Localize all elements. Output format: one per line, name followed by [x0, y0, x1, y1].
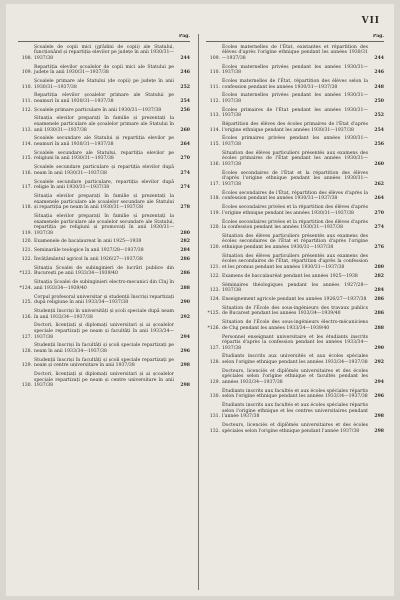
toc-entry [206, 403, 384, 420]
entry-number: 117. [209, 181, 220, 187]
entry-title: Școalele secundare particulare și repartiția elevilor după neam în anii 1930/31—1937/38 [34, 165, 174, 176]
entry-title: Docteurs, licenciés et diplômés universitaires et des écoles spéciales selon l'origine ethnique pendant l'année 1937/38 [222, 423, 368, 434]
entry-title: Studenții înscriși în universități și școli speciale după neam în anii 1933/34—1937/38 [34, 308, 174, 320]
entry-page-number: 282 [180, 239, 190, 245]
entry-number: 125. [21, 300, 32, 306]
page-number: VII [361, 16, 380, 26]
entry-number: 128. [21, 348, 32, 354]
entry-page-number: 282 [374, 273, 384, 279]
toc-entry-list [18, 45, 190, 389]
column-divider [198, 34, 199, 590]
entry-page-number: 256 [374, 142, 384, 148]
entry-page-number: 244 [180, 55, 190, 61]
entry-number: 114. [209, 127, 220, 133]
entry-page-number: 298 [180, 383, 190, 389]
toc-entry [206, 335, 384, 352]
toc-entry [206, 254, 384, 271]
entry-page-number: 246 [180, 70, 190, 76]
entry-number: 108. [21, 55, 32, 61]
entry-title: Școalele primare particulare în anii 1930/31—1937/38 [34, 107, 162, 113]
entry-title: Docteurs, licenciés et diplômés universitaires et des écoles spéciales selon l'origine ethnique et facultés pendant les années 1933/34—1937/38 [222, 368, 368, 386]
toc-entry [206, 274, 384, 280]
entry-page-number: 260 [180, 127, 190, 133]
entry-number: 112. [21, 107, 32, 113]
entry-number: *126. [207, 325, 220, 331]
toc-entry [206, 122, 384, 133]
entry-page-number: 264 [374, 196, 384, 202]
page-column-header: Pag. [206, 34, 384, 42]
entry-number: 132. [209, 428, 220, 434]
entry-title: Écoles secondaires privées et la répartition des élèves d'après la confession pendant les années 1930/31—1937/38 [222, 219, 368, 231]
entry-number: 119. [21, 230, 32, 236]
entry-title: Situation de l'École des sous-ingénieurs électro-mécaniciens de Cluj pendant les années 1933/34—1939/40 [222, 320, 368, 331]
entry-page-number: 256 [180, 107, 190, 113]
entry-number: 122. [209, 273, 220, 279]
entry-title: Écoles maternelles privées pendant les années 1930/31—1937/38 [222, 64, 368, 76]
toc-entry [18, 79, 190, 90]
entry-number: 121. [209, 265, 220, 271]
entry-title: Écoles primaires privées pendant les années 1930/31—1937/38 [222, 136, 368, 148]
entry-title: Doctori, licențiați și diplomați universitari și ai școalelor speciale repartizați pe neam și facultăți în anii 1933/34—1937/38 [34, 323, 174, 340]
toc-entry [206, 108, 384, 119]
toc-entry [18, 343, 190, 354]
entry-page-number: 250 [374, 98, 384, 104]
entry-number: 123. [209, 288, 220, 294]
entry-number: 111. [209, 84, 220, 90]
entry-number: 119. [209, 210, 220, 216]
toc-column-romanian [18, 34, 190, 592]
entry-page-number: 286 [374, 311, 384, 317]
entry-page-number: 292 [180, 314, 190, 320]
entry-number: 110. [21, 84, 32, 90]
entry-page-number: 294 [180, 334, 190, 340]
entry-number: 122. [21, 257, 32, 263]
toc-entry [18, 108, 190, 114]
entry-number: 131. [209, 414, 220, 420]
entry-page-number: 274 [374, 225, 384, 231]
entry-number: 115. [209, 142, 220, 148]
entry-page-number: 298 [374, 428, 384, 434]
entry-number: 110. [209, 70, 220, 76]
entry-title: Enseignement agricole pendant les années 1926/27—1937/38 [222, 296, 367, 302]
toc-entry [206, 389, 384, 400]
toc-entry [206, 191, 384, 202]
entry-title: Studenții înscriși în facultăți și școli speciale repartizați pe neam și centre universitare în anii 1937/38 [34, 357, 174, 369]
entry-page-number: 298 [180, 363, 190, 369]
entry-number: 115. [21, 156, 32, 162]
toc-entry [18, 358, 190, 369]
toc-entry [18, 194, 190, 211]
entry-title: Corpul profesoral universitar și studenții înscriși repartizați după religiune în anii 1933/34—1937/38 [34, 294, 174, 306]
entry-page-number: 284 [374, 288, 384, 294]
entry-title: Situation des élèves particuliers présentés aux examens des écoles primaires de l'État pendant les années 1930/31—1937/38 [222, 150, 368, 167]
entry-page-number: 290 [374, 345, 384, 351]
entry-page-number: 260 [374, 162, 384, 167]
entry-title: Écoles secondaires de l'État et la répartition des élèves d'après l'origine ethnique pendant les années 1930/31—1937/38 [222, 170, 368, 187]
entry-page-number: 288 [180, 285, 190, 291]
toc-entry [18, 65, 190, 76]
entry-page-number: 262 [374, 181, 384, 187]
entry-number: 121. [21, 248, 32, 254]
entry-page-number: 274 [180, 185, 190, 191]
entry-number: 128. [209, 360, 220, 366]
entry-title: Étudiants inscrits aux facultés et aux écoles spéciales répartis selon l'origine ethnique pendant les années 1933/34—1937/38 [222, 388, 368, 400]
toc-entry [18, 257, 190, 263]
entry-page-number: 284 [180, 248, 190, 254]
entry-title: Școalele secundare ale Statului, repartiția elevilor pe religiuni în anii 1930/31—1937/38 [34, 150, 174, 162]
entry-number: 117. [21, 185, 32, 191]
toc-entry [206, 205, 384, 216]
entry-number: 120. [21, 239, 32, 245]
entry-page-number: 298 [374, 414, 384, 420]
entry-title: Situația elevilor preparați în familie și prezentați la examenele particulare ale școalelor primare ale Statului în anii 1930/31—1937/38 [34, 116, 174, 133]
toc-entry [206, 297, 384, 303]
entry-title: Examenele de bacalaureat în anii 1925—1938 [34, 239, 142, 245]
entry-page-number: 254 [180, 98, 190, 104]
toc-entry [18, 180, 190, 191]
toc-entry [18, 280, 190, 291]
entry-title: Écoles secondaires privées et la répartition des élèves d'après l'origine ethnique pendant les années 1930/31—1937/38 [222, 205, 368, 216]
entry-page-number: 290 [180, 300, 190, 306]
toc-entry [206, 369, 384, 386]
toc-entry [206, 79, 384, 90]
toc-entry [206, 354, 384, 365]
entry-title: Situation de l'École des sous-ingénieurs des travaux publics de Bucarest pendant les années 1933/34—1939/40 [222, 305, 368, 317]
entry-number: 126. [21, 314, 32, 320]
entry-title: Écoles secondaires de l'État, répartition des élèves d'après la confession pendant les années 1930/31—1937/38 [222, 190, 368, 202]
toc-column-french [206, 34, 384, 592]
toc-entry [206, 136, 384, 147]
entry-title: Étudiants inscrits aux facultés et aux écoles spéciales répartis selon l'origine ethnique et les centres universitaires pendant l'année 1937/38 [222, 403, 368, 420]
entry-page-number: 296 [180, 348, 190, 354]
toc-entry [206, 234, 384, 251]
entry-title: Séminaires théologiques pendant les années 1927/28—1937/38 [222, 282, 368, 294]
entry-title: Écoles maternelles de l'État, répartition des élèves selon la confession pendant les années 1930/31—1937/38 [222, 78, 368, 90]
entry-page-number: 244 [374, 55, 384, 61]
entry-number: 109. [209, 55, 220, 61]
entry-title: Școalele secundare particulare, repartiția elevilor după religie în anii 1930/31—1937/38 [34, 179, 174, 191]
entry-number: 112. [209, 98, 220, 104]
entry-title: Examens de baccalauréat pendant les années 1925—1938 [222, 273, 358, 279]
toc-entry [18, 323, 190, 340]
entry-page-number: 280 [180, 230, 190, 236]
entry-page-number: 294 [374, 380, 384, 386]
entry-number: 130. [21, 383, 32, 389]
toc-entry [18, 165, 190, 176]
entry-number: 124. [209, 296, 220, 302]
entry-number: *125. [207, 311, 220, 317]
entry-page-number: 276 [374, 245, 384, 251]
toc-entry [18, 93, 190, 104]
entry-number: *123. [19, 271, 32, 277]
entry-title: Repartiția elevilor școalelor de copii mici ale Statului pe județe în anii 1930/31—1937/38 [34, 64, 174, 76]
entry-page-number: 252 [374, 113, 384, 119]
book-page [6, 4, 394, 596]
toc-entry [18, 136, 190, 147]
entry-number: 118. [209, 196, 220, 202]
entry-page-number: 252 [180, 84, 190, 90]
entry-title: Personnel enseignant universitaire et les étudiants inscrits répartis d'après la confession pendant les années 1933/34—1937/38 [222, 334, 368, 351]
entry-title: Situation des élèves particuliers présentés aux examens des écoles secondaires de l'État, répartition d'après la confession et les promus pendant les années 1930/31—1937/38 [222, 253, 368, 271]
page-column-header: Pag. [18, 34, 190, 42]
entry-title: Écoles primaires de l'État pendant les années 1930/31—1937/38 [222, 107, 368, 119]
toc-entry-list [206, 45, 384, 435]
toc-entry [206, 283, 384, 294]
entry-page-number: 286 [180, 271, 190, 277]
entry-number: 109. [21, 70, 32, 76]
entry-page-number: 292 [374, 360, 384, 366]
toc-entry [206, 171, 384, 188]
toc-entry [206, 93, 384, 104]
entry-number: 129. [209, 380, 220, 386]
entry-title: Situația elevilor preparați în familie și prezentați la examenele particulare ale școalelor secundare ale Statului, repartiția pe religiuni și promovați în anii 1930/31—1937/38 [34, 213, 174, 236]
toc-entry [206, 320, 384, 331]
entry-title: Situația Școalei de subinginieri electro-mecanici din Cluj în anii 1933/34—1939/40 [34, 280, 174, 291]
entry-title: Étudiants inscrits aux universités et aux écoles spéciales selon l'origine ethnique pendant les années 1933/34—1937/38 [222, 354, 368, 366]
entry-number: 114. [21, 142, 32, 148]
entry-page-number: 296 [374, 394, 384, 400]
entry-number: 118. [21, 205, 32, 211]
entry-title: Învățământul agricol în anii 1926/27—1937/38 [34, 257, 143, 263]
entry-title: Doctori, licențiați și diplomați universitari și ai școalelor speciale repartizați pe neam și centre universitare în anii 1937/38 [34, 372, 174, 389]
toc-entry [206, 306, 384, 317]
entry-number: 116. [209, 162, 220, 167]
entry-title: Répartition des élèves des écoles primaires de l'État d'après l'origine ethnique pendant les années 1930/31—1937/38 [222, 122, 368, 133]
entry-title: Studenții înscriși în facultăți și școli speciale repartizați pe neam în anii 1933/34—1937/38 [34, 343, 174, 354]
entry-title: Situation des élèves particuliers présentés aux examens des écoles secondaires de l'État et répartition d'après l'origine ethnique pendant les années 1930/31—1937/38 [222, 233, 368, 251]
entry-number: 120. [209, 225, 220, 231]
entry-title: Școalele secundare ale Statului și repartiția elevilor pe neamuri în anii 1930/31—1937/38 [34, 136, 174, 148]
entry-title: Situația Școalei de subinginieri de lucrări publice din București pe anii 1933/34—1939/40 [34, 265, 174, 277]
toc-entry [18, 151, 190, 162]
toc-entry [206, 220, 384, 231]
entry-number: 127. [21, 334, 32, 340]
toc-entry [18, 266, 190, 277]
toc-entry [206, 45, 384, 62]
entry-title: Școalele de copii mici (grădini de copii) ale Statului, funcționând și repartiția elevilor pe județe în anii 1930/31—1937/38 [34, 44, 174, 61]
entry-number: 116. [21, 170, 32, 176]
entry-title: Repartiția elevilor școalelor primare ale Statului pe neamuri în anii 1930/31—1937/38 [34, 93, 174, 104]
entry-page-number: 270 [180, 156, 190, 162]
toc-entry [206, 423, 384, 434]
entry-page-number: 288 [374, 325, 384, 331]
entry-number: 113. [21, 127, 32, 133]
entry-title: Seminariile teologice în anii 1927/28—1937/38 [34, 248, 144, 254]
entry-number: 113. [209, 113, 220, 119]
entry-title: Écoles maternelles de l'État, existantes et répartition des élèves d'après l'origine ethnique pendant les années 1930/31—1937/38 [222, 44, 368, 61]
entry-number: 127. [209, 345, 220, 351]
toc-entry [18, 372, 190, 389]
entry-number: 130. [209, 394, 220, 400]
toc-entry [18, 116, 190, 133]
toc-entry [18, 309, 190, 320]
entry-page-number: 248 [374, 84, 384, 90]
toc-entry [206, 151, 384, 168]
toc-entry [18, 295, 190, 306]
entry-number: 129. [21, 363, 32, 369]
entry-title: Écoles maternelles privées pendant les années 1930/31—1937/38 [222, 93, 368, 104]
entry-page-number: 274 [180, 170, 190, 176]
entry-title: Școalele primare ale Statului (de copii) pe județe în anii 1930/31—1937/38 [34, 78, 174, 90]
entry-page-number: 246 [374, 70, 384, 76]
toc-entry [18, 248, 190, 254]
toc-entry [18, 214, 190, 236]
toc-entry [206, 65, 384, 76]
entry-title: Situația elevilor preparați în familie și prezentați la examenele particulare ale școalelor secundare ale Statului și repartiția pe neam în anii 1930/31—1937/38 [34, 193, 174, 211]
entry-page-number: 254 [374, 127, 384, 133]
entry-page-number: 286 [180, 257, 190, 263]
entry-page-number: 280 [374, 265, 384, 271]
entry-number: 120. [209, 245, 220, 251]
entry-page-number: 270 [374, 210, 384, 216]
entry-number: *124. [19, 285, 32, 291]
entry-number: 111. [21, 98, 32, 104]
toc-entry [18, 239, 190, 245]
entry-page-number: 264 [180, 142, 190, 148]
toc-entry [18, 45, 190, 62]
entry-page-number: 286 [374, 296, 384, 302]
entry-page-number: 278 [180, 205, 190, 211]
